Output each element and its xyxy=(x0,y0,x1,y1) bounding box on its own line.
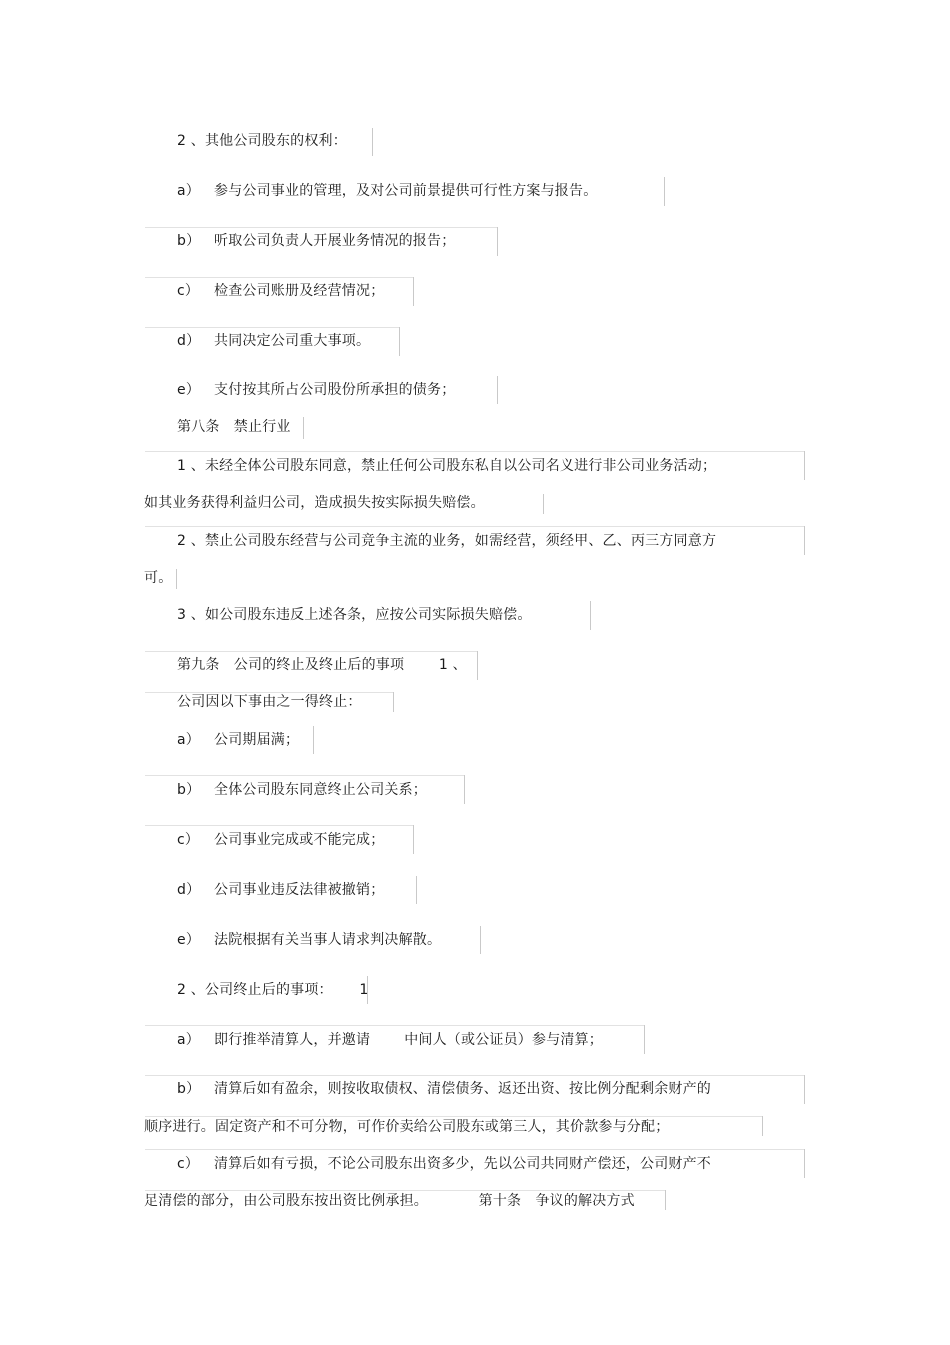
divider xyxy=(804,1149,805,1178)
divider xyxy=(145,227,498,228)
divider xyxy=(399,327,400,356)
divider xyxy=(644,1025,645,1054)
divider xyxy=(145,825,414,826)
item-text: 清算后如有亏损，不论公司股东出资多少，先以公司共同财产偿还，公司财产不 xyxy=(214,1156,711,1172)
divider xyxy=(804,1075,805,1104)
item-label: e） xyxy=(177,382,201,398)
item-text: 听取公司负责人开展业务情况的报告； xyxy=(214,233,456,249)
divider xyxy=(145,1025,645,1026)
item-label: c） xyxy=(177,283,200,299)
item-text: 检查公司账册及经营情况； xyxy=(214,283,385,299)
divider xyxy=(497,227,498,256)
termination-item xyxy=(177,781,427,799)
divider xyxy=(480,926,481,954)
item-label: c） xyxy=(177,832,200,848)
termination-item xyxy=(177,881,384,899)
item-text: 清算后如有盈余，则按收取债权、清偿债务、返还出资、按比例分配剩余财产的 xyxy=(214,1081,711,1097)
after-item-continuation xyxy=(144,1192,635,1210)
rights-heading: 2 、其他公司股东的权利： xyxy=(177,133,347,149)
item-label: a） xyxy=(177,1032,200,1048)
item-label: d） xyxy=(177,882,201,898)
after-item xyxy=(177,1031,603,1049)
item-text: 公司期届满； xyxy=(214,732,300,748)
item-label: b） xyxy=(177,233,201,249)
termination-item xyxy=(177,731,299,749)
item-label: a） xyxy=(177,183,200,199)
divider xyxy=(145,1190,666,1191)
divider xyxy=(413,825,414,854)
divider xyxy=(590,601,591,630)
article9-intro: 公司因以下事由之一得终止： xyxy=(177,694,362,710)
divider xyxy=(145,1149,805,1150)
divider xyxy=(176,569,177,589)
divider xyxy=(416,876,417,904)
after-item xyxy=(177,1155,711,1173)
article9-title-text: 第九条 公司的终止及终止后的事项 xyxy=(177,657,405,673)
divider xyxy=(804,526,805,555)
item-text: 共同决定公司重大事项。 xyxy=(214,333,371,349)
rights-item xyxy=(177,282,384,300)
item-text: 公司事业违反法律被撤销； xyxy=(214,882,385,898)
divider xyxy=(413,277,414,306)
article8-paragraph-line: 可。 xyxy=(144,570,173,586)
after-heading-number: 1 xyxy=(359,982,369,998)
divider xyxy=(145,277,414,278)
item-label: c） xyxy=(177,1156,200,1172)
divider xyxy=(303,417,304,439)
article8-paragraph-line: 如其业务获得利益归公司，造成损失按实际损失赔偿。 xyxy=(144,495,485,511)
divider xyxy=(145,526,805,527)
divider xyxy=(145,327,400,328)
divider xyxy=(145,1075,805,1076)
after-heading xyxy=(177,981,369,999)
item-text: 足清偿的部分，由公司股东按出资比例承担。 xyxy=(144,1193,428,1209)
item-text: 公司事业完成或不能完成； xyxy=(214,832,385,848)
divider xyxy=(145,451,805,452)
divider xyxy=(393,692,394,712)
divider xyxy=(543,494,544,514)
item-text: 即行推举清算人，并邀请 xyxy=(214,1032,371,1048)
article10-title: 第十条 争议的解决方式 xyxy=(478,1193,635,1209)
divider xyxy=(145,775,465,776)
divider xyxy=(762,1116,763,1136)
rights-item xyxy=(177,232,455,250)
after-heading-text: 2 、公司终止后的事项： xyxy=(177,982,333,998)
termination-item xyxy=(177,831,384,849)
item-text: 参与公司事业的管理，及对公司前景提供可行性方案与报告。 xyxy=(214,183,598,199)
rights-item xyxy=(177,381,455,399)
item-text: 法院根据有关当事人请求判决解散。 xyxy=(214,932,442,948)
divider xyxy=(145,651,478,652)
divider xyxy=(313,726,314,754)
divider xyxy=(372,128,373,156)
divider xyxy=(497,376,498,404)
after-item xyxy=(177,1080,711,1098)
article9-title xyxy=(177,656,467,674)
article8-paragraph-line: 1 、未经全体公司股东同意，禁止任何公司股东私自以公司名义进行非公司业务活动； xyxy=(177,458,717,474)
divider xyxy=(804,451,805,480)
article9-number: 1 、 xyxy=(438,657,467,673)
divider xyxy=(477,651,478,680)
termination-item xyxy=(177,931,441,949)
divider xyxy=(664,177,665,206)
article8-paragraph-line: 2 、禁止公司股东经营与公司竞争主流的业务，如需经营，须经甲、乙、丙三方同意方 xyxy=(177,533,717,549)
item-text: 支付按其所占公司股份所承担的债务； xyxy=(214,382,456,398)
article8-paragraph: 3 、如公司股东违反上述各条，应按公司实际损失赔偿。 xyxy=(177,607,532,623)
item-label: a） xyxy=(177,732,200,748)
rights-item xyxy=(177,182,597,200)
item-label: d） xyxy=(177,333,201,349)
divider xyxy=(145,1116,763,1117)
item-label: b） xyxy=(177,782,201,798)
item-text: 全体公司股东同意终止公司关系； xyxy=(214,782,427,798)
item-label: b） xyxy=(177,1081,201,1097)
article8-title: 第八条 禁止行业 xyxy=(177,419,291,435)
divider xyxy=(665,1190,666,1210)
rights-item xyxy=(177,332,370,350)
divider xyxy=(464,775,465,804)
after-item-continuation: 顺序进行。固定资产和不可分物，可作价卖给公司股东或第三人，其价款参与分配； xyxy=(144,1119,670,1135)
item-label: e） xyxy=(177,932,201,948)
item-text: 中间人（或公证员）参与清算； xyxy=(404,1032,604,1048)
